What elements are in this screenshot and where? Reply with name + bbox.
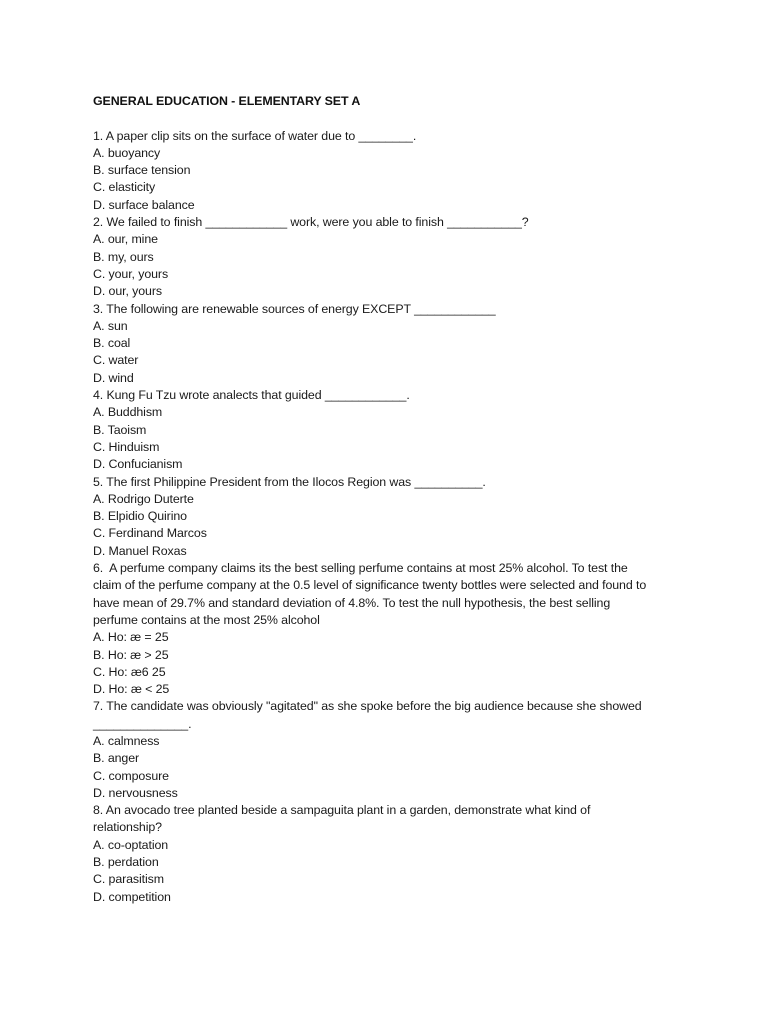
question-text: 7. The candidate was obviously "agitated" as she spoke before the big audience because she showed xyxy=(93,699,642,714)
answer-option: A. our, mine xyxy=(93,232,158,247)
document-title: GENERAL EDUCATION - ELEMENTARY SET A xyxy=(93,94,361,108)
question-block xyxy=(93,802,693,906)
answer-option: A. co-optation xyxy=(93,837,169,852)
answer-option: D. surface balance xyxy=(93,197,195,212)
answer-option: B. perdation xyxy=(93,855,159,870)
question-text: ______________. xyxy=(93,716,192,731)
answer-option: C. elasticity xyxy=(93,180,156,195)
answer-option: B. my, ours xyxy=(93,249,154,264)
answer-option: A. buoyancy xyxy=(93,145,161,160)
answer-option: B. anger xyxy=(93,751,140,766)
answer-option: D. wind xyxy=(93,370,134,385)
question-block xyxy=(93,128,693,214)
question-text: relationship? xyxy=(93,820,162,835)
answer-option: A. Buddhism xyxy=(93,405,163,420)
question-text: 8. An avocado tree planted beside a sampaguita plant in a garden, demonstrate what kind of xyxy=(93,803,591,818)
answer-option: B. Taoism xyxy=(93,422,147,437)
answer-option: B. Elpidio Quirino xyxy=(93,509,187,524)
answer-option: C. Hinduism xyxy=(93,439,160,454)
answer-option: D. Manuel Roxas xyxy=(93,543,187,558)
answer-option: A. sun xyxy=(93,318,128,333)
answer-option: D. Confucianism xyxy=(93,457,183,472)
answer-option: C. parasitism xyxy=(93,872,164,887)
answer-option: D. Ho: æ < 25 xyxy=(93,682,170,697)
question-block xyxy=(93,214,693,300)
answer-option: B. Ho: æ > 25 xyxy=(93,647,169,662)
document-body xyxy=(93,93,693,906)
question-list xyxy=(93,128,693,906)
answer-option: C. water xyxy=(93,353,139,368)
question-text: 5. The first Philippine President from the Ilocos Region was __________. xyxy=(93,474,486,489)
answer-option: D. competition xyxy=(93,889,171,904)
answer-option: B. coal xyxy=(93,336,131,351)
question-block xyxy=(93,560,693,698)
answer-option: C. Ferdinand Marcos xyxy=(93,526,207,541)
answer-option: C. composure xyxy=(93,768,169,783)
question-block xyxy=(93,387,693,473)
question-text: have mean of 29.7% and standard deviation of 4.8%. To test the null hypothesis, the best selling xyxy=(93,595,611,610)
answer-option: A. Ho: æ = 25 xyxy=(93,630,169,645)
question-text: 2. We failed to finish ____________ work, were you able to finish ___________? xyxy=(93,215,529,230)
answer-option: C. Ho: æ6 25 xyxy=(93,664,166,679)
question-text: perfume contains at the most 25% alcohol xyxy=(93,612,320,627)
answer-option: D. our, yours xyxy=(93,284,162,299)
answer-option: B. surface tension xyxy=(93,163,191,178)
question-block xyxy=(93,474,693,560)
question-text: 6. A perfume company claims its the best selling perfume contains at most 25% alcohol. To test the xyxy=(93,561,628,576)
answer-option: A. calmness xyxy=(93,733,160,748)
question-text: 3. The following are renewable sources of energy EXCEPT ____________ xyxy=(93,301,496,316)
question-text: 4. Kung Fu Tzu wrote analects that guided ____________. xyxy=(93,388,410,403)
answer-option: D. nervousness xyxy=(93,785,178,800)
answer-option: A. Rodrigo Duterte xyxy=(93,491,194,506)
question-text: claim of the perfume company at the 0.5 level of significance twenty bottles were selected and found to xyxy=(93,578,647,593)
question-block xyxy=(93,698,693,802)
answer-option: C. your, yours xyxy=(93,266,169,281)
question-block xyxy=(93,301,693,387)
question-text: 1. A paper clip sits on the surface of water due to ________. xyxy=(93,128,417,143)
